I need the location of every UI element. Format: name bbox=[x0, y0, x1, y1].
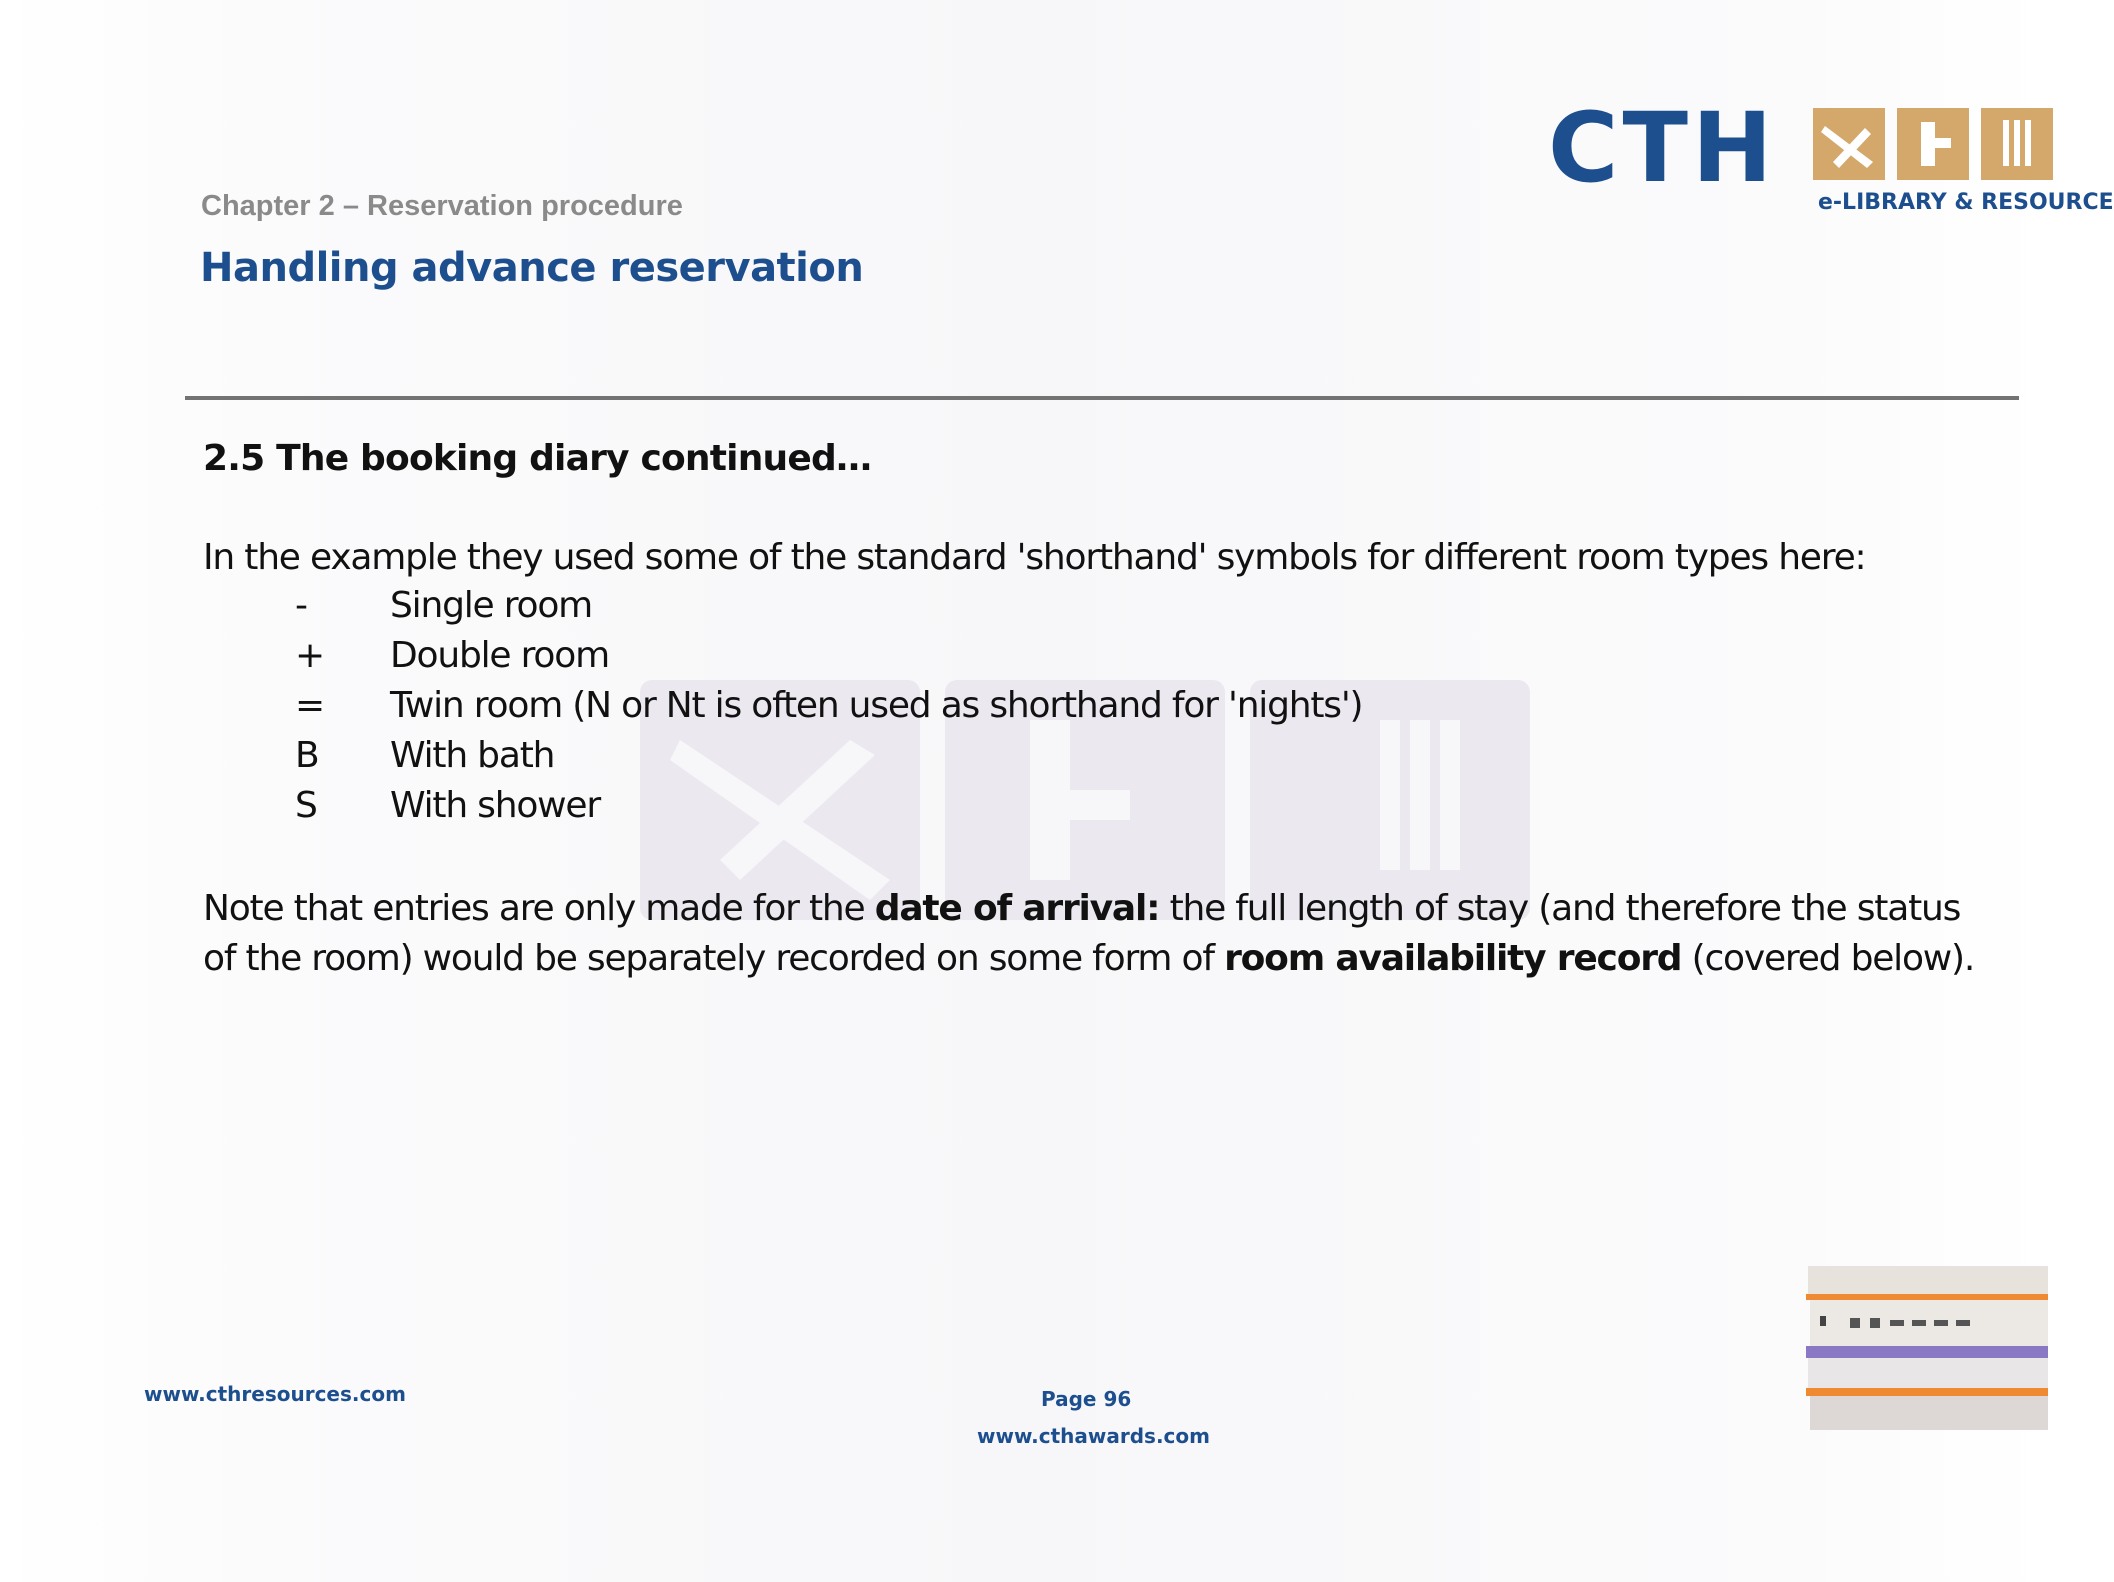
hotel-door-icon bbox=[1921, 122, 1935, 166]
book-stack-icon bbox=[1800, 1260, 2048, 1435]
symbol: + bbox=[295, 635, 324, 676]
section-heading: 2.5 The booking diary continued… bbox=[203, 438, 872, 479]
symbol-meaning: With shower bbox=[390, 785, 600, 826]
page-number: Page 96 bbox=[1041, 1387, 1132, 1411]
chapter-label: Chapter 2 – Reservation procedure bbox=[201, 190, 683, 222]
note-line-2: of the room) would be separately recorded on some form of room availability record (covered below). bbox=[203, 938, 1975, 979]
emphasis-date-of-arrival: date of arrival: bbox=[874, 888, 1160, 929]
symbol: = bbox=[295, 685, 324, 726]
emphasis-room-availability-record: room availability record bbox=[1224, 938, 1682, 979]
fork-icon bbox=[2003, 120, 2009, 166]
symbol-meaning: Double room bbox=[390, 635, 609, 676]
page-title: Handling advance reservation bbox=[200, 245, 864, 291]
logo-tiles-icon bbox=[1813, 108, 2053, 200]
footer-resources-link[interactable]: www.cthresources.com bbox=[144, 1382, 406, 1406]
intro-paragraph: In the example they used some of the standard 'shorthand' symbols for different room types here: bbox=[203, 537, 1866, 578]
logo-tagline: e-LIBRARY & RESOURCE bbox=[1818, 190, 2114, 215]
symbol: S bbox=[295, 785, 317, 826]
symbol-meaning: Single room bbox=[390, 585, 593, 626]
footer-awards-link[interactable]: www.cthawards.com bbox=[977, 1424, 1210, 1448]
symbol: B bbox=[295, 735, 319, 776]
header-divider bbox=[185, 396, 2019, 400]
symbol-meaning: Twin room (N or Nt is often used as shorthand for 'nights') bbox=[390, 685, 1363, 726]
cth-logo bbox=[1548, 92, 2114, 220]
symbol: - bbox=[295, 585, 307, 626]
logo-wordmark: CTH bbox=[1548, 92, 1777, 204]
note-line-1: Note that entries are only made for the date of arrival: the full length of stay (and therefore the status bbox=[203, 888, 1961, 929]
note-paragraph bbox=[203, 884, 1974, 984]
symbol-meaning: With bath bbox=[390, 735, 555, 776]
